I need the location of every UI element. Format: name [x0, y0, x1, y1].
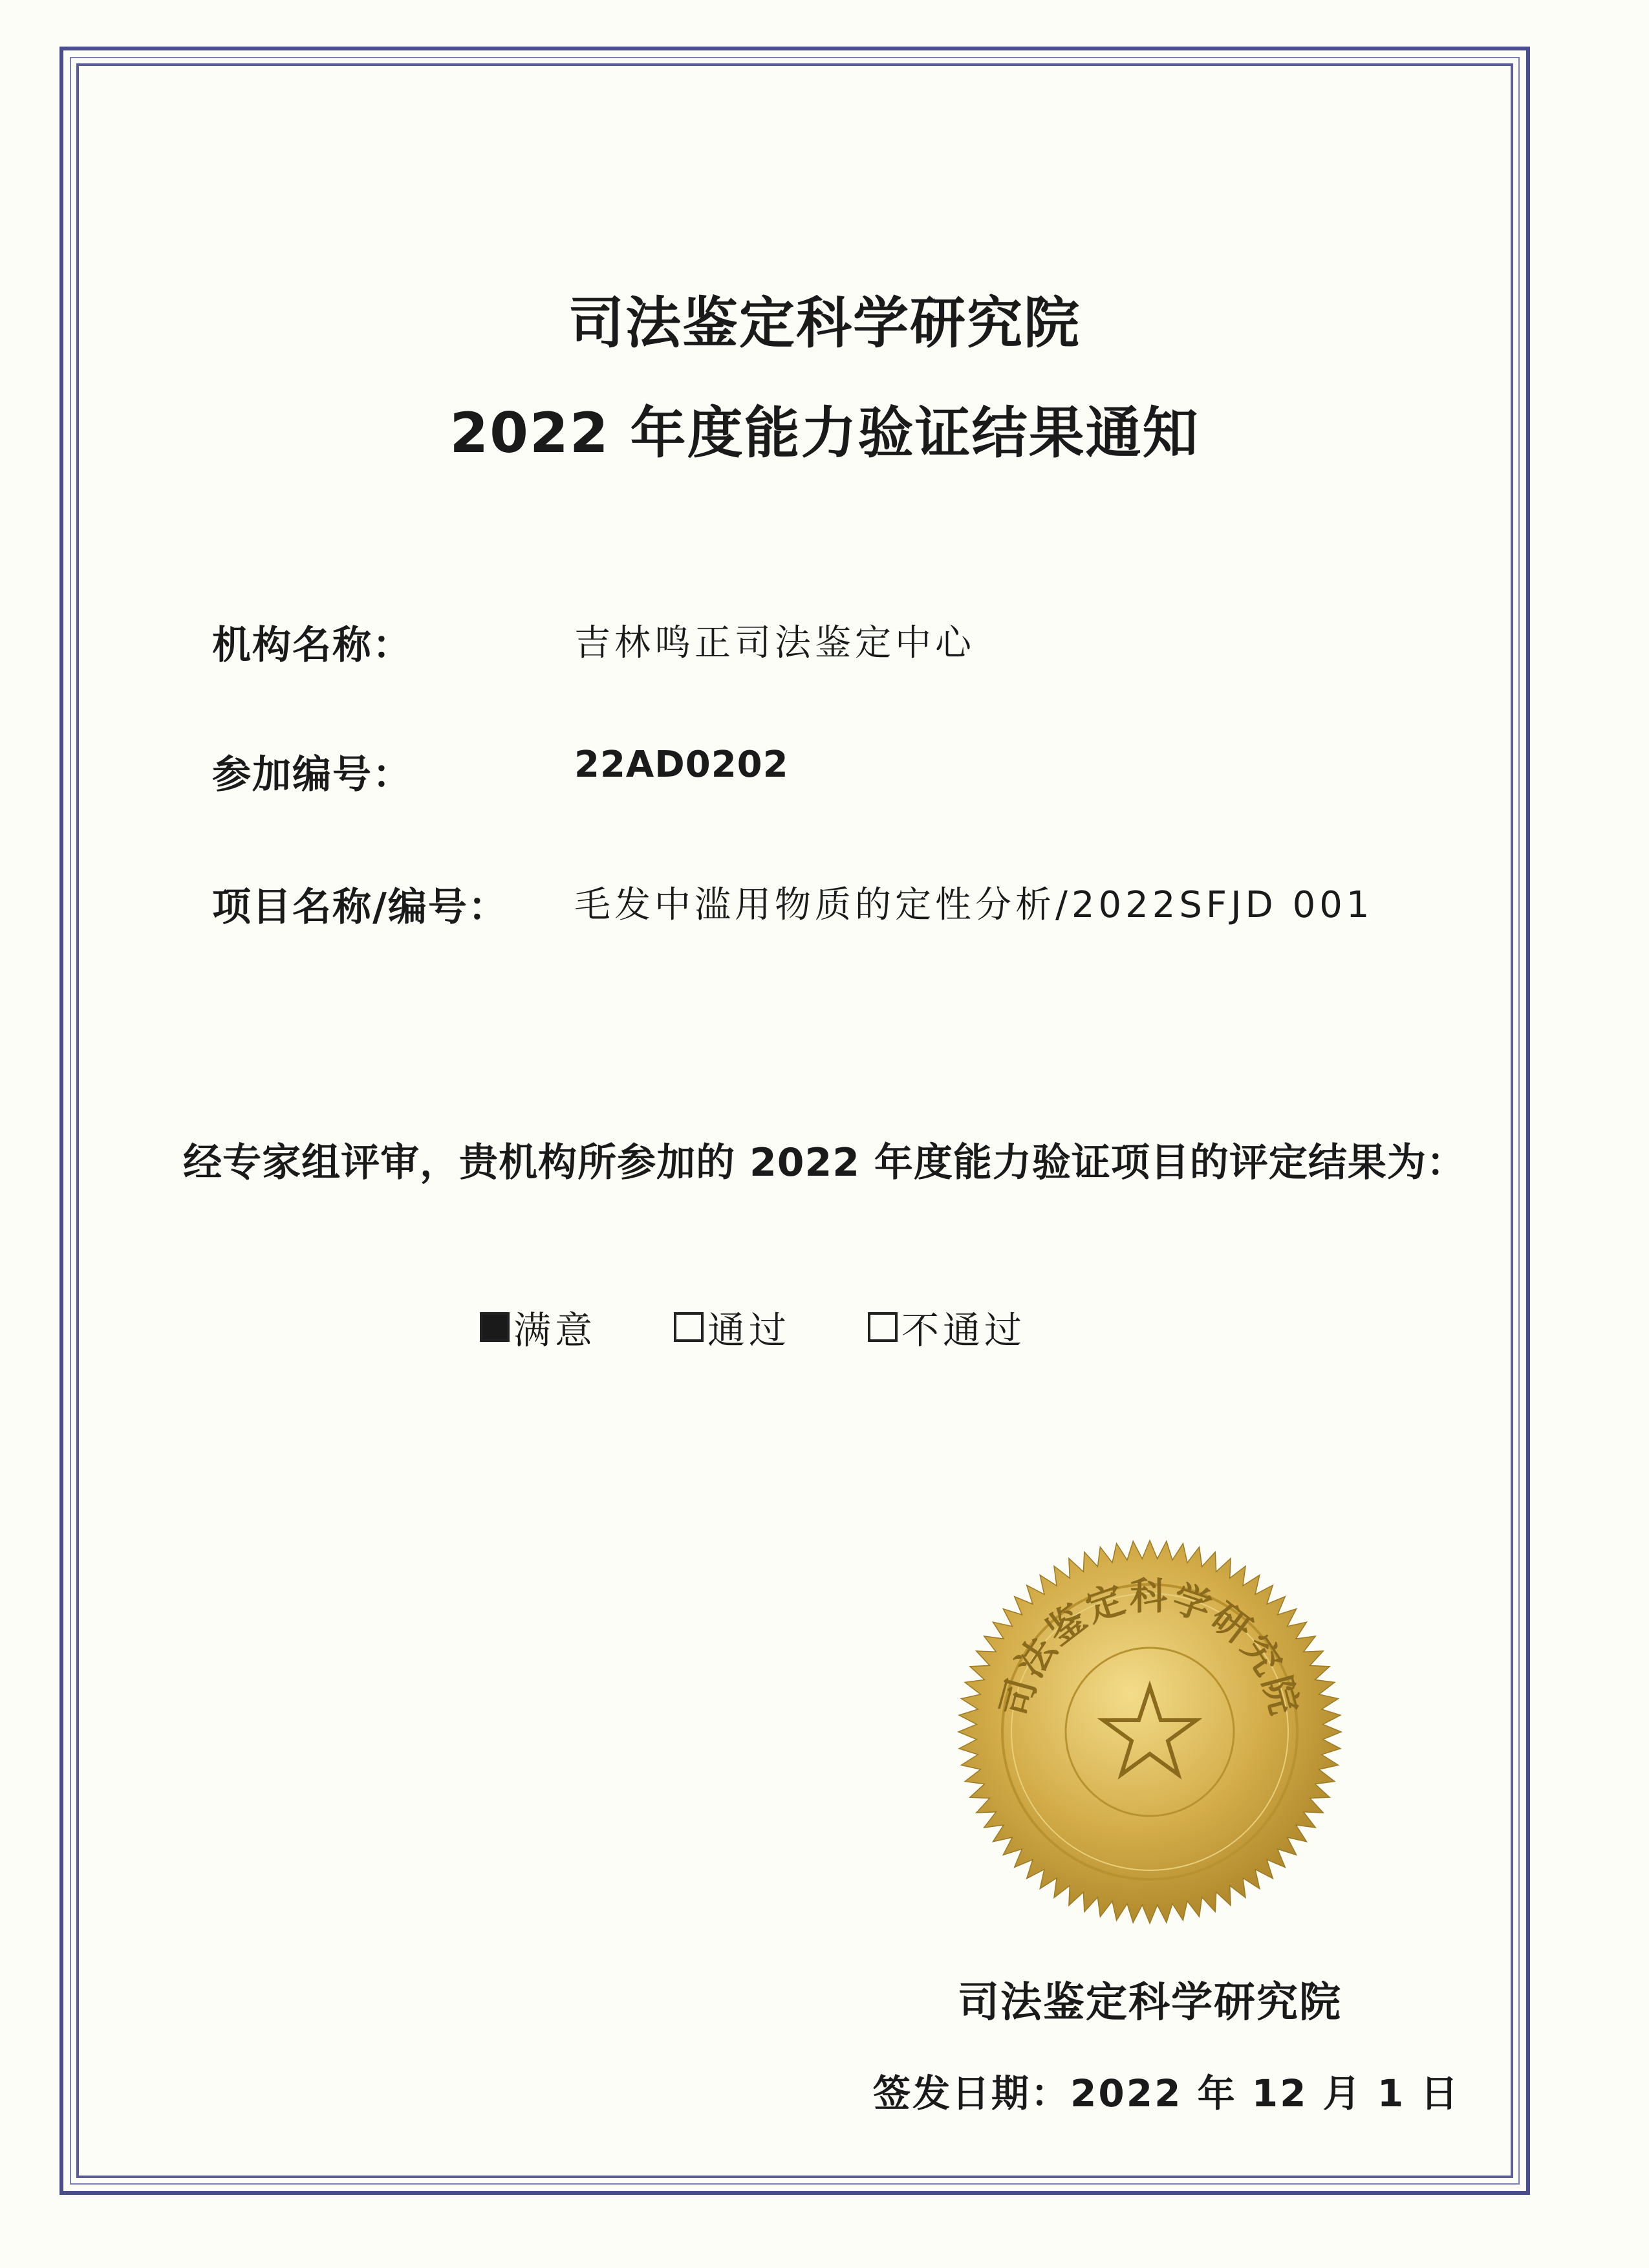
- issue-date: 签发日期：2022 年 12 月 1 日: [873, 2071, 1460, 2115]
- project-label: 项目名称/编号：: [212, 885, 508, 930]
- result-option-label: 通过: [707, 1308, 791, 1352]
- participant-number-value: 22AD0202: [574, 744, 789, 786]
- checkbox-pass: [674, 1312, 704, 1342]
- result-option-label: 不通过: [901, 1308, 1026, 1352]
- result-option-pass: [674, 1300, 790, 1354]
- checkbox-satisfactory: [480, 1312, 510, 1342]
- result-option-fail: [868, 1300, 1026, 1354]
- participant-number-label: 参加编号：: [212, 752, 413, 797]
- result-option-label: 满意: [513, 1308, 597, 1352]
- document-title-notice: 2022 年度能力验证结果通知: [449, 401, 1200, 466]
- document-title-institute: 司法鉴定科学研究院: [568, 291, 1081, 356]
- project-value: 毛发中滥用物质的定性分析/2022SFJD 001: [574, 884, 1374, 926]
- result-options: [480, 1300, 1026, 1354]
- gold-seal: [956, 1538, 1344, 1926]
- evaluation-statement: 经专家组评审，贵机构所参加的 2022 年度能力验证项目的评定结果为：: [183, 1140, 1466, 1185]
- institution-value: 吉林鸣正司法鉴定中心: [574, 622, 975, 664]
- result-option-satisfactory: [480, 1300, 596, 1354]
- seal-text-path: 司法鉴定科学研究院: [992, 1574, 1308, 1722]
- checkbox-fail: [868, 1312, 898, 1342]
- institution-label: 机构名称：: [212, 623, 413, 668]
- issuer-name: 司法鉴定科学研究院: [958, 1979, 1342, 2027]
